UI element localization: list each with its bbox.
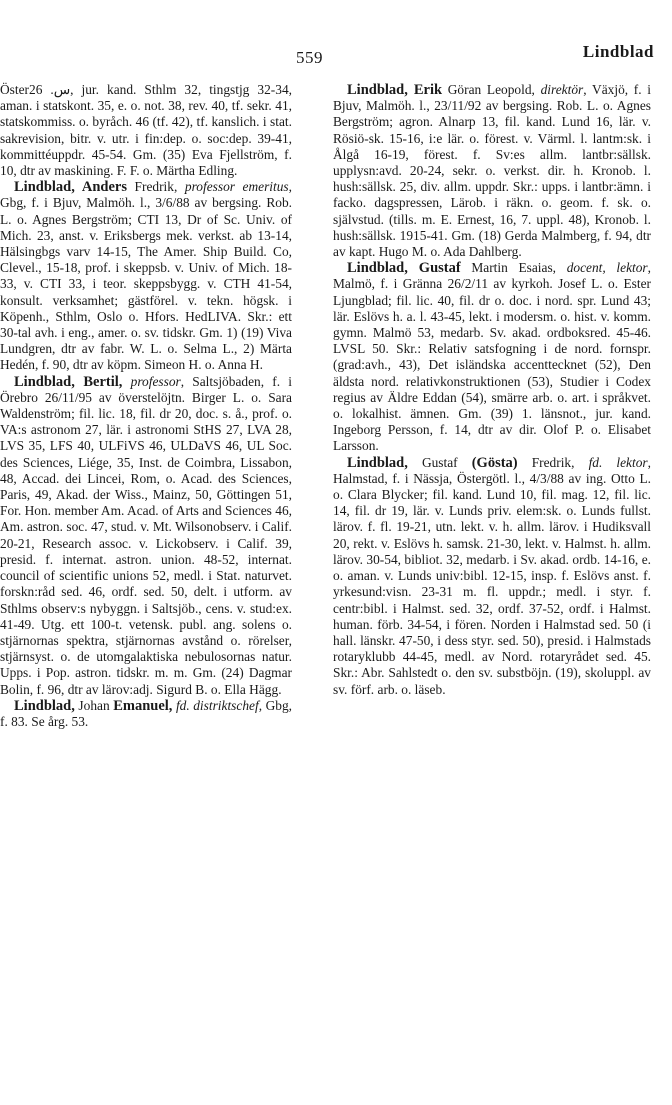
entry-text: , Växjö, f. i Bjuv, Malmöh. l., 23/11/92 av bergsing. Rob. L. o. Agnes Bergström; agron. Alnarp 13, fil. kand. Lund 16, lär. v. Rösiö-sk. 15-16, i:e lär. o. förest. v. Värml. l. lantm:sk. i Ålgå 16-19, förest. f. Sv:es allm. lantbr:sällsk. upplysn:avd. 20-24, sekr. o. verkst. dir. h. Kronob. l. hush:sällsk. 25, div. allm. uppdr. Skr.: upps. i lantbr:ämn. i facko. dagspressen, Lärob. i räkn. o. geom. f. sk. o. självstud. (tills. m. E. Ernest, 16, 7. uppl. 48), Kronob. l. hush:sällsk. 1915-41. Gm. (18) Gerda Malmberg, f. 94, dtr av kapt. Hugo M. o. Ada Dahlberg. (333, 82, 652, 260)
entry-text: , Gbg, f. 83. Se årg. 53. (0, 697, 292, 729)
entry-text: , Saltsjöbaden, f. i Örebro 26/11/95 av överstelöjtn. Birger L. o. Sara Waldenström; fil. lic. 18, fil. dr 20, doc. s. å., prof. o. VA:s astronom 27, lär. i astronomi StHS 27, LVA 28, LVS 35, LFS 40, ULFiVS 46, ULDaVS 46, UL Soc. des Sciences, Liége, 35, Inst. de Coimbra, Lissabon, 48, Accad. dei Lincei, Rom, o. Acad. des Sciences, Paris, 49, Akad. der Wiss., Mainz, 50, Göttingen 51, For. Hon. member Am. Acad. of Arts and Sciences 46, Am. astron. soc. 47, stud. v. Mt. Wilsonobserv. i Calif. 20-21, Research assoc. v. Lickobserv. i Calif. 39, presid. f. internat. astron. union. 48-52, internat. council of scientific unions 52, medl. i Stat. naturvet. forskn:råd sed. 46, ordf. sed. 50, delt. i utform. av Sthlms observ:s nybyggn. i Saltsjöb., cens. v. stud:ex. 41-49. Utg. ett 100-t. vetensk. publ. ang. solens o. stjärnornas spektra, stjärnornas avstånd o. rörelser, stjärnsyst. o. de utomgalaktiska nebulosornas natur. Upps. i Pop. astron. tidskr. m. m. Gm. (24) Dagmar Bolin, f. 96, dtr av lärov:adj. Sigurd B. o. Ella Hägg. (0, 373, 292, 697)
page-header (0, 42, 672, 72)
entry-gustaf-martin-lindblad (333, 260, 651, 454)
entry-name-secondary: Emanuel, (113, 697, 173, 714)
entry-title: direktör (540, 82, 584, 97)
entry-name: Lindblad, Bertil, (14, 373, 123, 390)
entry-text: , Halmstad, f. i Nässja, Östergötl. l., 4/3/88 av ing. Otto L. o. Clara Blycker; fil. kand. Lund 10, fil. mag. 12, fil. lic. 14, fil. dr 19, lär. v. Lunds priv. elem:sk. o. Lunds fullst. lärov. f. fl. 19-21, utn. lekt. v. h. allm. lärov. i Hudiksvall 20, rekt. v. Eslövs h. samsk. 21-30, lekt. v. Halmst. h. allm. lärov. 30-54, bibliot. 32, medarb. i Sv. akad. ordb. 14-16, e. o. aman. v. Lunds univ:bibl. 12-15, insp. f. Eslövs anst. f. yrkesund:visn. 23-31 m. fl. uppdr.; medl. i styr. f. centr:bibl. i Halmst. sed. 32, ordf. 37-52, ordf. i Halmst. human. förb. 34-54, i fören. Norden i Halmstad sed. 50 (i hall. länskr. 47-50, i dess styr. sed. 50), presid. i Halmstads rotaryklubb 44-45, medl. av Nord. rotaryrådet sed. 45. Skr.: Abr. Sahlstedt o. den sv. substböjn. (19), skoluppl. av sv. förf. arb. o. läseb. (333, 454, 651, 697)
entry-given (122, 374, 130, 389)
entry-text: , Malmö, f. i Gränna 26/2/11 av kyrkoh. Josef L. o. Ester Ljungblad; fil. lic. 40, fil. dr o. doc. i nord. spr. Lund 43; lär. Eslövs h. a. l. 43-45, lekt. i modersm. o. hist. v. komm. gymn. Malmö 53, medarb. Sv. akad. ordboksred. 45-46. LVSL 50. Skr.: Relativ satsfogning i de nord. fornspr. (grad:avh., 43), Det isländska accenttecknet (52), Den äldsta nord. relativkonstruktionen (53), Studier i Codex regius av Äldre Eddan (54), smärre arb. o. art. i språkvet. o. lokalhist. ämnen. Gm. (39) 1. länsnot., jur. kand. Ingeborg Persson, f. 14, dtr av dir. Olof P. o. Elisabet Larsson. (333, 260, 652, 454)
entry-name: Lindblad, Erik (347, 82, 443, 98)
entry-name: Lindblad, Anders (14, 179, 127, 196)
entry-given: Johan (74, 697, 114, 713)
entry-title: professor (130, 373, 181, 389)
continuation-text (0, 82, 292, 179)
running-head: Lindblad (582, 42, 654, 61)
entry-name: Lindblad, (347, 454, 408, 471)
page-number: 559 (296, 48, 323, 67)
entry-bertil-lindblad (0, 374, 292, 698)
entry-anders-lindblad (0, 179, 292, 373)
entry-title: professor emeritus (184, 179, 289, 195)
entry-erik-lindblad (333, 82, 651, 260)
entry-given-secondary: Fredrik, (517, 454, 589, 470)
entry-gosta-lindblad (333, 455, 651, 698)
right-column (333, 82, 651, 698)
left-column (0, 82, 292, 730)
entry-name: Lindblad, Gustaf (347, 260, 461, 277)
entry-given: Fredrik, (127, 179, 185, 195)
entry-emanuel-lindblad (0, 698, 292, 730)
entry-text: , Gbg, f. i Bjuv, Malmöh. l., 3/6/88 av bergsing. Rob. L. o. Agnes Bergström; CTI 13, Dr of Sc. Univ. of Mich. 23, anst. v. Eriksbergs mek. verkst. ab 13-14, Hälsingbgs varv 14-15, The Amer. Ship Build. Co, Clevel., 15-18, prof. i skeppsb. v. Univ. of Mich. 18-33, v. CTI 33, i teor. skeppsbygg. v. CTH 41-54, konsult. verksamhet; gästförel. v. tekn. högsk. i Köpenh., Sthlm, Oslo o. Hfors. HedLIVA. Skr.: ett 30-tal avh. i eng., amer. o. sv. tidskr. Gm. 1) (19) Viva Lundgren, dtr av fabr. W. L. o. Selma L., 2) Märta Hedén, f. 90, dtr av köpm. Simeon H. o. Anna H. (0, 179, 292, 373)
entry-title: docent, lektor (566, 260, 648, 276)
continuation-body: Österس. 26, jur. kand. Sthlm 32, tingstjg 32-34, aman. i statskont. 35, e. o. not. 38, rev. 40, tf. sekr. 41, statskommiss. o. byråch. 46 (tf. 42), tf. kanslich. i stat. sakrevision, bitr. v. utr. i fin:dep. o. soc:dep. 39-41, kommittéuppdr. 45-54. Gm. (35) Eva Fjellström, f. 10, dtr av maskining. F. F. o. Märtha Edling. (0, 82, 292, 179)
entry-name-secondary: (Gösta) (471, 454, 518, 471)
entry-given: Göran Leopold, (442, 82, 541, 97)
entry-given: Gustaf (407, 454, 472, 470)
entry-title: fd. lektor (588, 454, 648, 470)
entry-given: Martin Esaias, (460, 260, 567, 276)
entry-name: Lindblad, (14, 697, 75, 714)
entry-title: fd. distriktschef (172, 697, 259, 713)
